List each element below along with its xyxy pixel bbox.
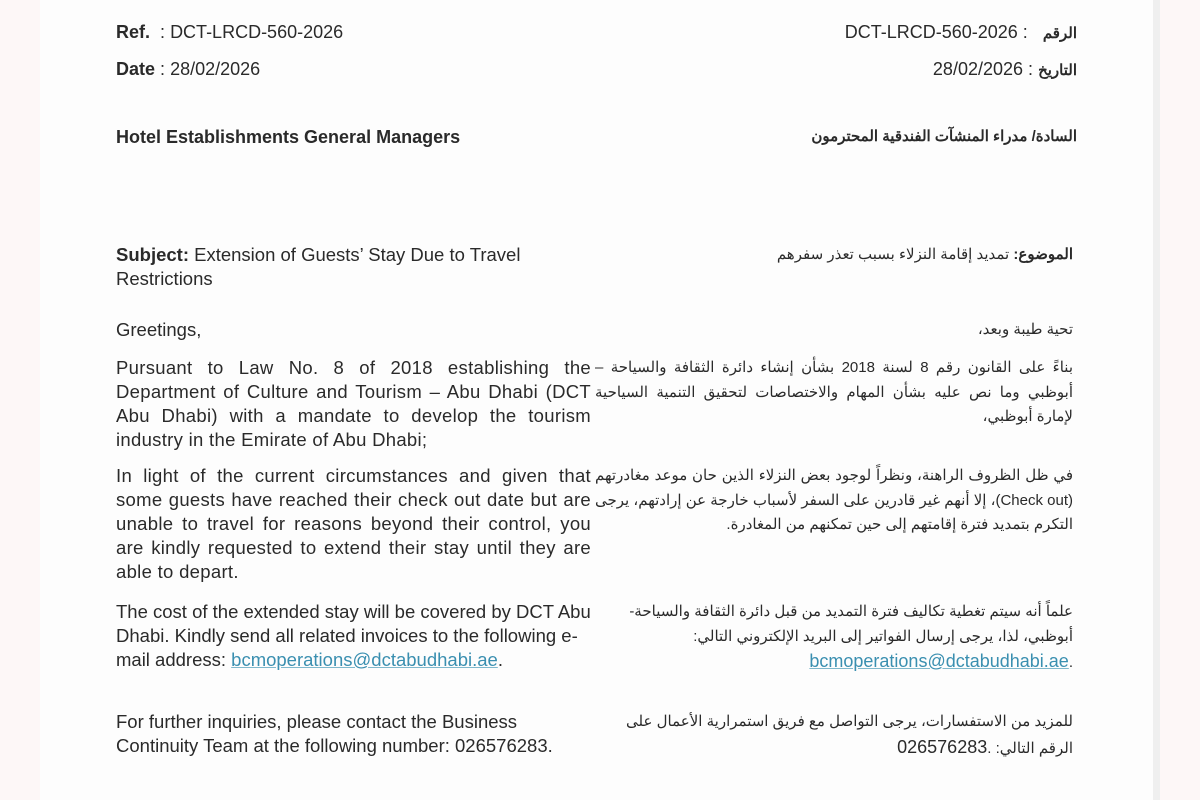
subject-label-ar: الموضوع: bbox=[1013, 246, 1073, 263]
paragraph-2-ar: في ظل الظروف الراهنة، ونظراً لوجود بعض النزلاء الذين حان موعد مغادرتهم (Check out)، إلا أنهم غير قادرين على السفر لأسباب خارجة عن إرادتهم، يرجى التكرم بتمديد فترة إقامتهم إلى حين تمكنهم من المغادرة. bbox=[594, 467, 1073, 533]
ref-line-ar bbox=[677, 22, 1077, 43]
subject-ar bbox=[595, 243, 1073, 268]
paragraph-3-ar bbox=[595, 600, 1073, 676]
ref-label: Ref. bbox=[116, 22, 151, 42]
date-line-ar bbox=[677, 59, 1077, 80]
ref-sep-ar: : bbox=[1022, 22, 1028, 42]
paragraph-2-en: In light of the current circumstances and given that some guests have reached their check out date but are unable to travel for reasons beyond their control, you are kindly requested to extend their stay until they are able to depart. bbox=[116, 465, 591, 582]
ref-value: DCT-LRCD-560-2026 bbox=[170, 22, 344, 42]
recipient-en: Hotel Establishments General Managers bbox=[116, 127, 461, 147]
phone-number: 026576283 bbox=[455, 735, 548, 756]
recipient-ar: السادة/ مدراء المنشآت الفندقية المحترمون bbox=[811, 128, 1077, 145]
ref-line bbox=[116, 22, 343, 43]
paragraph-4-en bbox=[116, 710, 576, 758]
date-line bbox=[116, 59, 260, 80]
paragraph-1-en: Pursuant to Law No. 8 of 2018 establishing the Department of Culture and Tourism – Abu Dhabi (DCT Abu Dhabi) with a mandate to develop the tourism industry in the Emirate of Abu Dhabi; bbox=[116, 357, 591, 450]
paragraph-1-ar: بناءً على القانون رقم 8 لسنة 2018 بشأن إنشاء دائرة الثقافة والسياحة – أبوظبي وما نص عليه بشأن المهام والاختصاصات لتحقيق التنمية السياحية لإمارة أبوظبي، bbox=[595, 359, 1073, 425]
phone-number-ar: 026576283 bbox=[897, 736, 988, 757]
paragraph-3-en bbox=[116, 600, 591, 672]
paragraph-3-end-ar: . bbox=[1068, 654, 1073, 671]
paragraph-3-text: The cost of the extended stay will be covered by DCT Abu Dhabi. Kindly send all related invoices to the following e-mail address: bbox=[116, 601, 591, 670]
subject-label: Subject: bbox=[116, 244, 189, 265]
date-label-ar: التاريخ bbox=[1038, 62, 1077, 79]
ref-label-ar: الرقم bbox=[1042, 25, 1077, 42]
greeting-ar: تحية طيبة وبعد، bbox=[977, 321, 1073, 338]
paragraph-4-text: For further inquiries, please contact the Business Continuity Team at the following number: bbox=[116, 711, 518, 756]
paragraph-4-ar bbox=[595, 710, 1073, 761]
paragraph-4-end: . bbox=[547, 735, 553, 756]
date-value-ar: 28/02/2026 bbox=[932, 59, 1024, 79]
paragraph-3-text-ar: علماً أنه سيتم تغطية تكاليف فترة التمديد من قبل دائرة الثقافة والسياحة- أبوظبي، لذا، يرجى إرسال الفواتير إلى البريد الإلكتروني التالي: bbox=[629, 603, 1073, 645]
subject-text: Extension of Guests’ Stay Due to Travel Restrictions bbox=[116, 244, 521, 289]
date-label: Date bbox=[116, 59, 156, 79]
date-value: 28/02/2026 bbox=[170, 59, 261, 79]
greeting-en: Greetings, bbox=[116, 319, 202, 340]
date-sep-ar: : bbox=[1028, 59, 1034, 79]
email-link[interactable]: bcmoperations@dctabudhabi.ae bbox=[231, 649, 498, 670]
letter-page bbox=[40, 0, 1160, 800]
date-sep: : bbox=[160, 59, 166, 79]
paragraph-4-end-ar: . bbox=[987, 739, 992, 757]
subject-en bbox=[116, 243, 556, 291]
ref-value-ar: DCT-LRCD-560-2026 bbox=[844, 22, 1018, 42]
ref-sep: : bbox=[160, 22, 166, 42]
paragraph-4-text-ar: للمزيد من الاستفسارات، يرجى التواصل مع فريق استمرارية الأعمال على الرقم التالي: bbox=[626, 713, 1073, 757]
paragraph-3-end: . bbox=[497, 649, 503, 670]
subject-text-ar: تمديد إقامة النزلاء بسبب تعذر سفرهم bbox=[776, 246, 1010, 263]
email-link-ar[interactable]: bcmoperations@dctabudhabi.ae bbox=[809, 651, 1069, 671]
